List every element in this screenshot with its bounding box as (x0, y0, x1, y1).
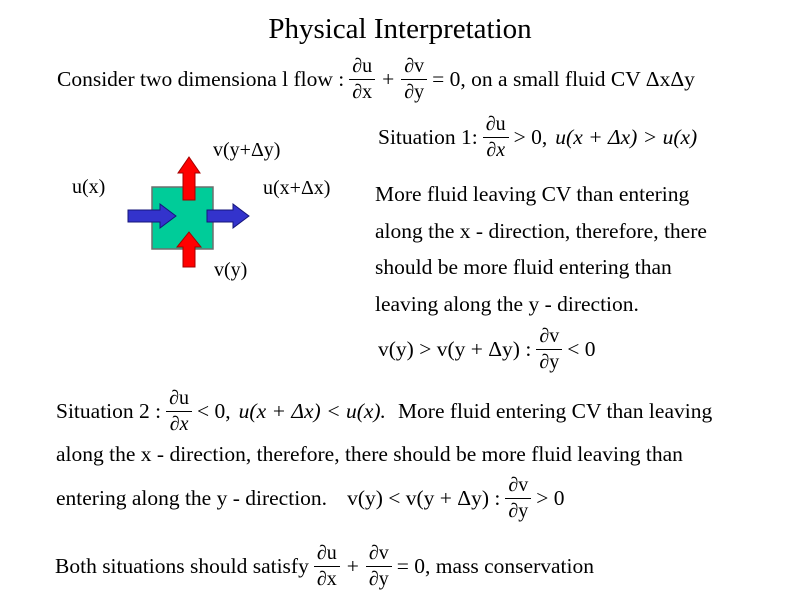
situation1-line (378, 112, 697, 162)
conclusion-text: Both situations should satisfy (55, 553, 309, 578)
paragraph-line: leaving along the y - direction. (375, 291, 639, 316)
label-v-y: v(y) (214, 259, 248, 281)
equation-left: v(y) > v(y + Δy) : (378, 336, 532, 361)
fraction-du-dx: $\frac{\partial u}{\partial x}$ (314, 542, 340, 590)
situation1-equation (378, 324, 595, 374)
situation2-text2: entering along the y - direction. (56, 485, 328, 510)
label-u-x-plus-dx: u(x+Δx) (263, 177, 331, 199)
intro-line (57, 53, 695, 105)
fraction-du-dx: $\frac{\partial u}{\partial x}$ (166, 387, 192, 435)
situation1-inequality: > 0, (513, 124, 548, 149)
situation2-line1 (56, 385, 712, 437)
intro-text-suffix: = 0, on a small fluid CV ΔxΔy (432, 66, 695, 91)
situation1-math: u(x + Δx) > u(x) (555, 124, 698, 149)
fraction-dv-dy: $\frac{\partial v}{\partial y}$ (505, 474, 531, 522)
conclusion-line (55, 540, 594, 592)
fraction-dv-dy: $\frac{\partial v}{\partial y}$ (401, 55, 427, 103)
intro-text: Consider two dimensiona l flow : (57, 66, 345, 91)
situation1-label: Situation 1: (378, 124, 478, 149)
situation1-paragraph (375, 176, 707, 322)
paragraph-line: More fluid leaving CV than entering (375, 182, 690, 206)
label-v-y-plus-dy: v(y+Δy) (213, 139, 281, 161)
fraction-dv-dy: $\frac{\partial v}{\partial y}$ (536, 325, 562, 373)
fraction-dv-dy: $\frac{\partial v}{\partial y}$ (366, 542, 392, 590)
situation2-equation: v(y) < v(y + Δy) : (347, 485, 501, 510)
situation2-inequality: < 0, (197, 398, 231, 423)
paragraph-line: along the x - direction, therefore, there (375, 218, 707, 243)
plus-operator: + (382, 66, 395, 91)
situation2-line3 (56, 472, 565, 524)
situation2-text: More fluid entering CV than leaving (397, 398, 713, 423)
conclusion-text-suffix: = 0, mass conservation (396, 553, 594, 578)
plus-operator: + (346, 553, 359, 578)
paragraph-line: should be more fluid entering than (375, 255, 672, 279)
fraction-du-dx: $\frac{\partial u}{\partial x}$ (483, 113, 509, 161)
situation2-equation-end: > 0 (536, 485, 565, 510)
equation-right: < 0 (567, 336, 596, 361)
page-title: Physical Interpretation (268, 13, 532, 45)
situation2-label: Situation 2 : (56, 398, 162, 423)
fraction-du-dx: $\frac{\partial u}{\partial x}$ (349, 55, 375, 103)
situation2-line2: along the x - direction, therefore, there should be more fluid leaving than (56, 442, 683, 466)
situation2-math: u(x + Δx) < u(x). (238, 398, 386, 423)
label-u-x: u(x) (72, 176, 106, 198)
